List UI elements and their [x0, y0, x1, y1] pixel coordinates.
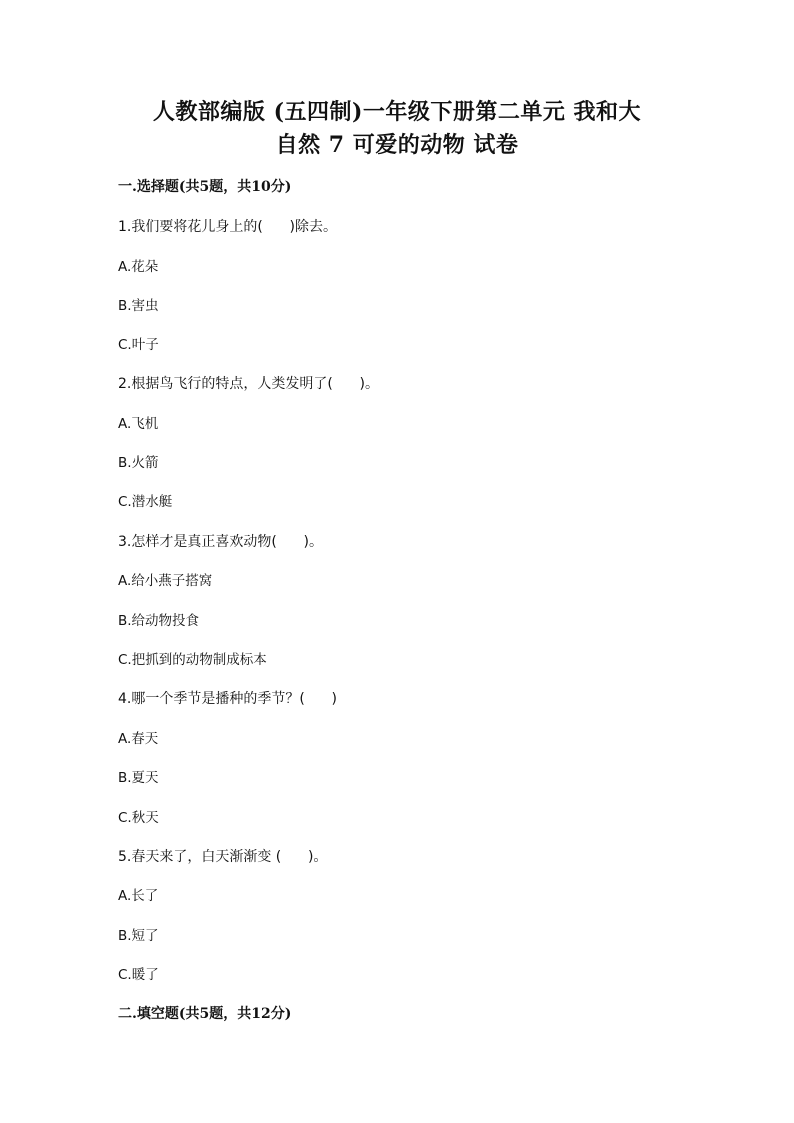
question-5-option-a: A.长了 [118, 888, 159, 904]
section-heading-fill-in-blank: 二.填空题(共5题，共12分) [118, 1006, 292, 1022]
exam-title-line-2: 自然 7 可爱的动物 试卷 [275, 132, 519, 158]
question-1-option-b: B.害虫 [118, 298, 159, 314]
question-5-option-b: B.短了 [118, 928, 159, 944]
question-4-option-c: C.秋天 [118, 810, 159, 826]
question-4-option-b: B.夏天 [118, 770, 159, 786]
exam-title-line-1: 人教部编版 (五四制)一年级下册第二单元 我和大 [152, 99, 642, 125]
question-1-stem: 1.我们要将花儿身上的( )除去。 [118, 219, 337, 235]
question-3-option-c: C.把抓到的动物制成标本 [118, 652, 267, 668]
question-3-option-b: B.给动物投食 [118, 613, 200, 629]
question-3-stem: 3.怎样才是真正喜欢动物( )。 [118, 534, 323, 550]
section-heading-multiple-choice: 一.选择题(共5题，共10分) [118, 179, 292, 195]
question-5-option-c: C.暖了 [118, 967, 159, 983]
question-2-option-a: A.飞机 [118, 416, 159, 432]
question-2-stem: 2.根据鸟飞行的特点，人类发明了( )。 [118, 376, 379, 392]
question-4-stem: 4.哪一个季节是播种的季节？( ) [118, 691, 337, 707]
question-1-option-c: C.叶子 [118, 337, 159, 353]
question-2-option-b: B.火箭 [118, 455, 159, 471]
question-5-stem: 5.春天来了，白天渐渐变 ( )。 [118, 849, 328, 865]
question-2-option-c: C.潜水艇 [118, 494, 173, 510]
question-4-option-a: A.春天 [118, 731, 159, 747]
question-3-option-a: A.给小燕子搭窝 [118, 573, 213, 589]
question-1-option-a: A.花朵 [118, 259, 159, 275]
